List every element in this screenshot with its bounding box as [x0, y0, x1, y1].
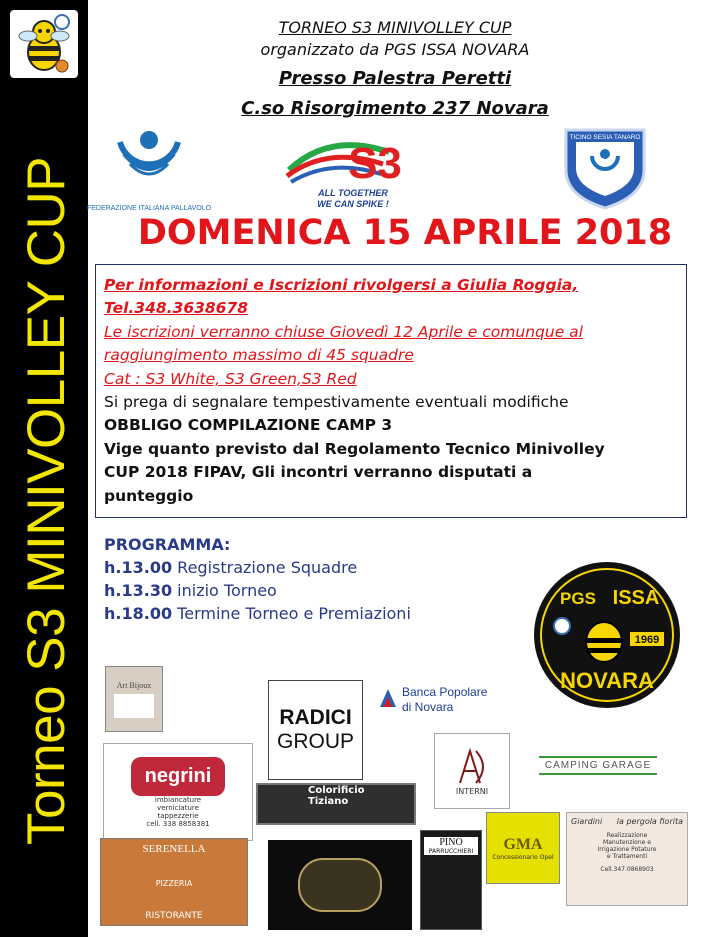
sponsor-radici: RADICI GROUP	[268, 680, 363, 780]
info-deadline: Le iscrizioni verranno chiuse Giovedì 12 Aprile e comunque al	[104, 322, 583, 341]
info-rules: Vige quanto previsto dal Regolamento Tecnico Minivolley	[104, 439, 605, 458]
sponsor-negrini: negrini imbiancature verniciature tappezzerie cell. 338 8858381	[103, 743, 253, 841]
info-note: Si prega di segnalare tempestivamente eventuali modifiche	[104, 393, 569, 412]
pgs-issa-logo	[532, 560, 682, 710]
info-box	[95, 264, 687, 518]
info-categories: Cat : S3 White, S3 Green,S3 Red	[104, 369, 357, 388]
comitato-logo	[560, 124, 650, 210]
event-date: DOMENICA 15 APRILE 2018	[137, 213, 673, 253]
bee-mascot-logo	[10, 10, 78, 78]
pgs-year: 1969	[634, 634, 660, 646]
s3-logo	[283, 130, 423, 212]
header-address: C.so Risorgimento 237 Novara	[241, 98, 549, 119]
sponsor-gma: GMA Concessionario Opel	[486, 812, 560, 884]
sponsor-ad-interni: INTERNI	[434, 733, 510, 809]
fipav-logo	[86, 124, 212, 216]
fipav-text: FEDERAZIONE ITALIANA PALLAVOLO	[86, 205, 212, 212]
sponsor-jack-logo	[268, 840, 412, 930]
sponsor-pino: PINO PARRUCCHIERI	[420, 830, 482, 930]
s3-mark: S3	[348, 139, 402, 188]
header-venue: Presso Palestra Peretti	[278, 68, 512, 89]
pgs-text: PGS	[560, 589, 596, 608]
sponsor-serenella: SERENELLA PIZZERIA RISTORANTE	[100, 838, 248, 926]
s3-tagline-2: WE CAN SPIKE !	[317, 199, 389, 209]
programma-item: h.13.30 inizio Torneo	[104, 581, 277, 600]
sponsor-colorificio: Colorificio Tiziano	[256, 783, 416, 825]
header-organizer: organizzato da PGS ISSA NOVARA	[260, 40, 530, 59]
info-deadline-2: raggiungimento massimo di 45 squadre	[104, 346, 414, 365]
header-title: TORNEO S3 MINIVOLLEY CUP	[278, 18, 512, 37]
banca-symbol-icon	[378, 687, 398, 709]
comitato-text: TICINO SESIA TANARO	[569, 134, 641, 141]
programma	[104, 533, 411, 625]
sponsor-camping-garage: CAMPING GARAGE	[528, 745, 668, 785]
novara-text: NOVARA	[560, 668, 654, 693]
info-camp3: OBBLIGO COMPILAZIONE CAMP 3	[104, 416, 393, 435]
programma-item: h.18.00 Termine Torneo e Premiazioni	[104, 604, 411, 623]
ad-monogram-icon	[452, 747, 492, 787]
s3-tagline-1: ALL TOGETHER	[318, 188, 388, 198]
programma-item: h.13.00 Registrazione Squadre	[104, 558, 358, 577]
sponsor-artbijoux: Art Bijoux	[105, 666, 163, 732]
info-rules-2: CUP 2018 FIPAV, Gli incontri verranno disputati a	[104, 463, 533, 482]
programma-title: PROGRAMMA:	[104, 535, 231, 554]
issa-text: ISSA	[612, 587, 660, 609]
sponsor-banca-popolare: Banca Popolare di Novara	[378, 683, 518, 723]
info-phone: Tel.348.3638678	[104, 299, 249, 318]
bee-icon	[10, 10, 78, 78]
sponsor-giardini: Giardini la pergola fiorita Realizzazione Manutenzione e Irrigazione Potature e Trattamenti Cell.347.0868903	[566, 812, 688, 906]
banner-title: Torneo S3 MINIVOLLEY CUP	[17, 156, 76, 845]
info-contact: Per informazioni e Iscrizioni rivolgersi a Giulia Roggia,	[104, 276, 579, 294]
info-rules-3: punteggio	[104, 486, 194, 505]
